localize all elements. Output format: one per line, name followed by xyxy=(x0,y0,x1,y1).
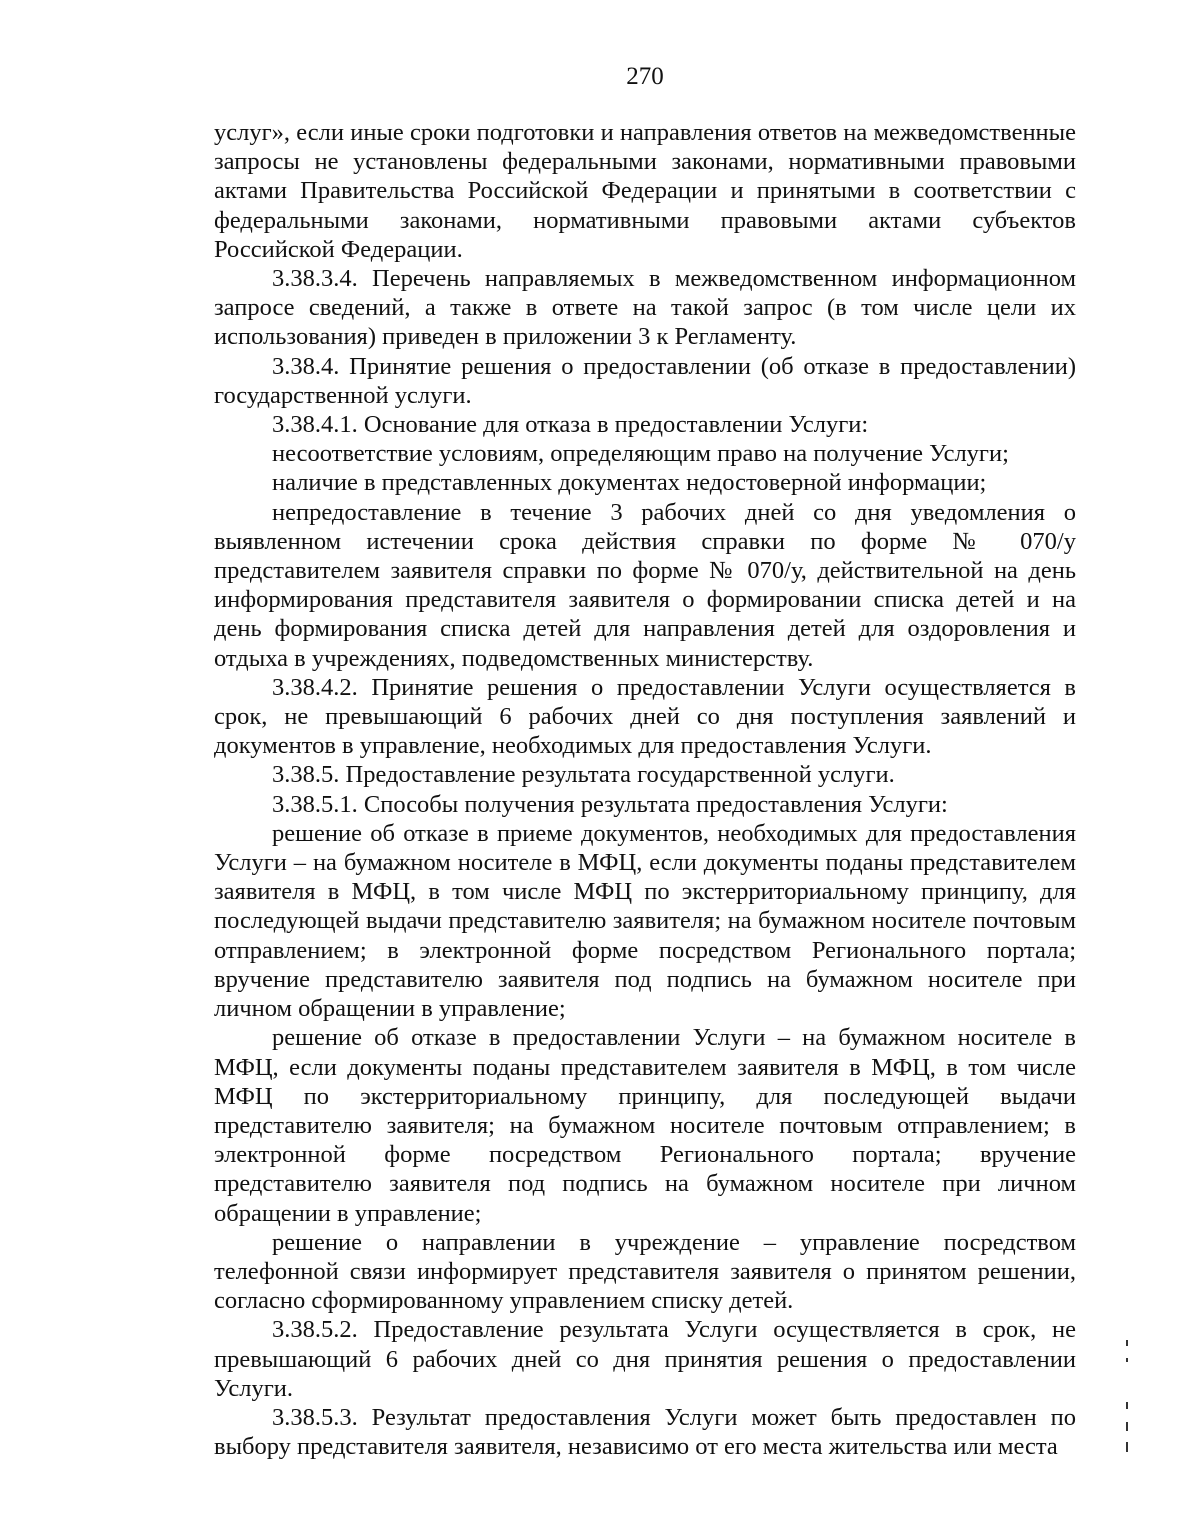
list-item-result-method-2: решение об отказе в предоставлении Услуги – на бумажном носителе в МФЦ, если документы поданы представителем заявителя в МФЦ, в том числе МФЦ по экстерриториальному принципу, для последующей выдачи представителю заявителя; на бумажном носителе почтовым отправлением; в электронной форме посредством Регионального портала; вручение представителю заявителя под подпись на бумажном носителе при личном обращении в управление; xyxy=(214,1024,1076,1227)
paragraph-3-38-5-1: 3.38.5.1. Способы получения результата предоставления Услуги: xyxy=(272,790,948,818)
list-item-refusal-ground-1: несоответствие условиям, определяющим право на получение Услуги; xyxy=(272,440,1009,468)
paragraph-3-38-5: 3.38.5. Предоставление результата государственной услуги. xyxy=(272,761,895,789)
list-item-result-method-1: решение об отказе в приеме документов, необходимых для предоставления Услуги – на бумажном носителе в МФЦ, если документы поданы представителем заявителя в МФЦ, в том числе МФЦ по экстерриториальному принципу, для последующей выдачи представителю заявителя; на бумажном носителе почтовым отправлением; в электронной форме посредством Регионального портала; вручение представителю заявителя под подпись на бумажном носителе при личном обращении в управление; xyxy=(214,819,1076,1023)
list-item-refusal-ground-3: непредоставление в течение 3 рабочих дней со дня уведомления о выявленном истечении срока действия справки по форме № 070/у представителем заявителя справки по форме № 070/у, действительной на день информирования представителя заявителя о формировании списка детей и на день формирования списка детей для направления детей для оздоровления и отдыха в учреждениях, подведомственных министерству. xyxy=(214,498,1076,672)
paragraph-3-38-4-2: 3.38.4.2. Принятие решения о предоставлении Услуги осуществляется в срок, не превышающий 6 рабочих дней со дня поступления заявлений и документов в управление, необходимых для предоставления Услуги. xyxy=(214,673,1076,760)
scan-margin-marks xyxy=(1126,1340,1132,1460)
paragraph-3-38-5-3: 3.38.5.3. Результат предоставления Услуги может быть предоставлен по выбору представителя заявителя, независимо от его места жительства или места xyxy=(214,1403,1076,1461)
document-body xyxy=(214,118,1076,1461)
page-number: 270 xyxy=(626,63,664,90)
list-item-result-method-3: решение о направлении в учреждение – управление посредством телефонной связи информирует представителя заявителя о принятом решении, согласно сформированному управлением списку детей. xyxy=(214,1228,1076,1315)
paragraph-continuation: услуг», если иные сроки подготовки и направления ответов на межведомственные запросы не установлены федеральными законами, нормативными правовыми актами Правительства Российской Федерации и принятыми в соответствии с федеральными законами, нормативными правовыми актами субъектов Российской Федерации. xyxy=(214,119,1076,263)
paragraph-3-38-3-4: 3.38.3.4. Перечень направляемых в межведомственном информационном запросе сведений, а также в ответе на такой запрос (в том числе цели их использования) приведен в приложении 3 к Регламенту. xyxy=(214,265,1076,351)
list-item-refusal-ground-2: наличие в представленных документах недостоверной информации; xyxy=(272,469,987,497)
paragraph-3-38-4-1: 3.38.4.1. Основание для отказа в предоставлении Услуги: xyxy=(272,411,869,439)
paragraph-3-38-5-2: 3.38.5.2. Предоставление результата Услуги осуществляется в срок, не превышающий 6 рабочих дней со дня принятия решения о предоставлении Услуги. xyxy=(214,1316,1076,1402)
paragraph-3-38-4: 3.38.4. Принятие решения о предоставлении (об отказе в предоставлении) государственной услуги. xyxy=(214,352,1076,409)
